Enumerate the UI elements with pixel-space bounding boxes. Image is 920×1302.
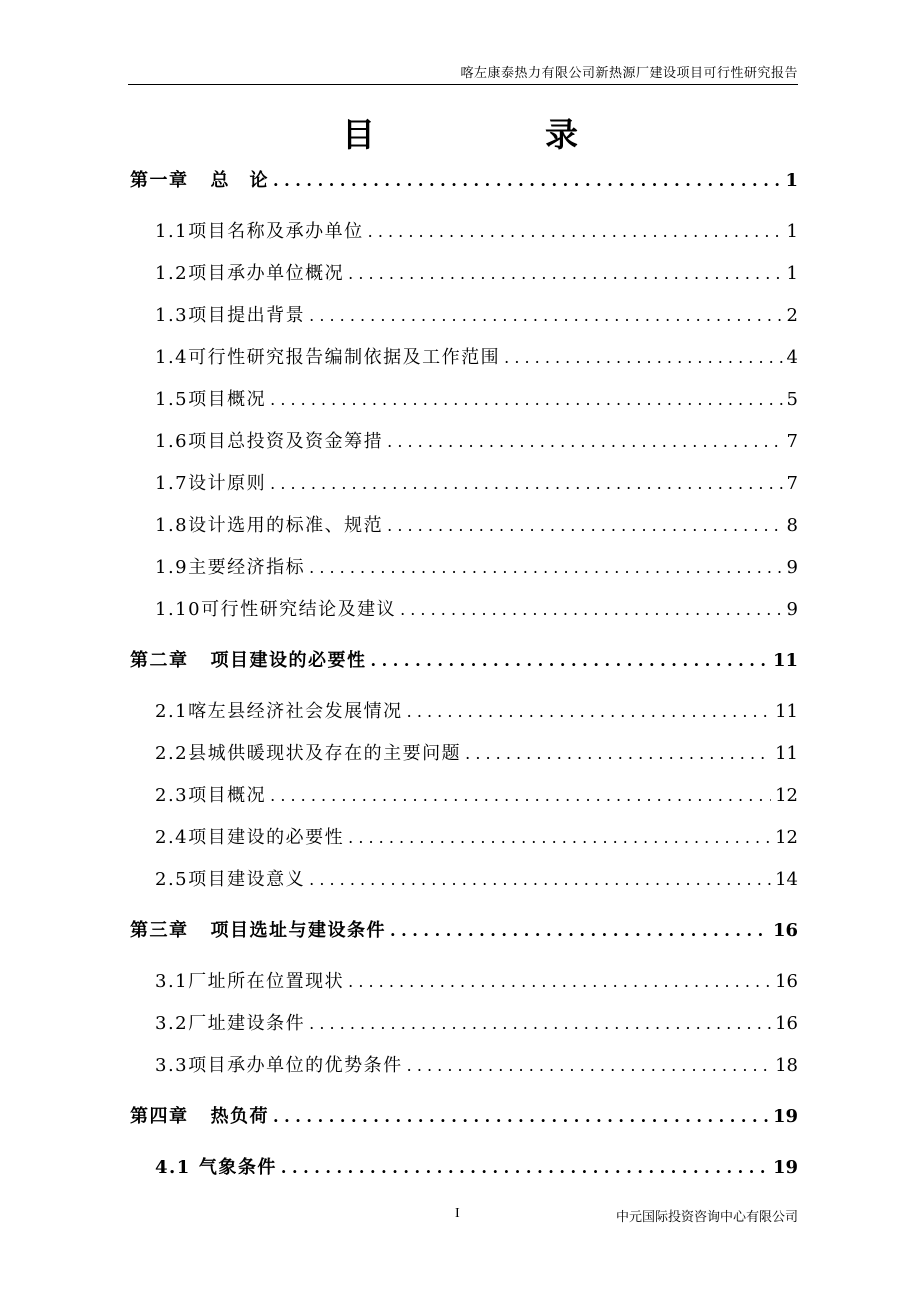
toc-label: 厂址所在位置现状 xyxy=(188,971,345,992)
toc-number: 1.1 xyxy=(155,221,189,242)
toc-page: 4 xyxy=(786,347,798,368)
toc-page: 18 xyxy=(775,1055,798,1076)
toc-label: 主要经济指标 xyxy=(188,557,306,578)
toc-label: 热负荷 xyxy=(210,1106,269,1127)
toc-label: 可行性研究结论及建议 xyxy=(201,599,397,620)
toc-leader xyxy=(403,697,771,727)
toc-leader xyxy=(344,967,771,997)
toc-leader xyxy=(403,1051,771,1081)
toc-chapter-2[interactable] xyxy=(130,646,798,676)
toc-entry-3-1[interactable] xyxy=(155,967,798,997)
toc-entry-1-1[interactable] xyxy=(155,217,798,247)
toc-number: 1.3 xyxy=(155,305,189,326)
toc-number: 2.2 xyxy=(155,743,189,764)
toc-label: 项目选址与建设条件 xyxy=(210,920,386,941)
toc-page: 1 xyxy=(786,263,798,284)
toc-label: 设计选用的标准、规范 xyxy=(188,515,384,536)
toc-leader xyxy=(305,865,771,895)
toc-label: 项目提出背景 xyxy=(188,305,306,326)
toc-leader xyxy=(305,1009,771,1039)
toc-entry-1-10[interactable] xyxy=(155,595,798,625)
toc-entry-1-6[interactable] xyxy=(155,427,798,457)
toc-page: 1 xyxy=(786,221,798,242)
toc-label: 项目概况 xyxy=(188,389,267,410)
toc-number: 1.2 xyxy=(155,263,189,284)
toc-page: 16 xyxy=(775,1013,798,1034)
toc-label: 项目建设的必要性 xyxy=(188,827,345,848)
toc-number: 2.5 xyxy=(155,869,189,890)
toc-number: 第一章 xyxy=(130,170,189,191)
toc-leader xyxy=(305,301,782,331)
toc-leader xyxy=(461,739,771,769)
toc-entry-3-2[interactable] xyxy=(155,1009,798,1039)
toc-page: 7 xyxy=(786,431,798,452)
toc-leader xyxy=(266,781,771,811)
toc-page: 2 xyxy=(786,305,798,326)
toc-number: 3.1 xyxy=(155,971,189,992)
toc-page: 12 xyxy=(775,785,798,806)
toc-leader xyxy=(383,427,782,457)
toc-leader xyxy=(266,385,782,415)
toc-entry-3-3[interactable] xyxy=(155,1051,798,1081)
toc-leader xyxy=(500,343,782,373)
toc-number: 4.1 xyxy=(155,1157,191,1178)
toc-page: 9 xyxy=(786,557,798,578)
toc-page: 14 xyxy=(775,869,798,890)
toc-page: 8 xyxy=(786,515,798,536)
toc-label: 厂址建设条件 xyxy=(188,1013,306,1034)
toc-entry-1-7[interactable] xyxy=(155,469,798,499)
toc-page: 11 xyxy=(772,650,798,671)
toc-entry-4-1[interactable] xyxy=(155,1153,798,1183)
toc-leader xyxy=(344,259,782,289)
toc-label: 项目名称及承办单位 xyxy=(188,221,364,242)
toc-label: 项目概况 xyxy=(188,785,267,806)
toc-page: 19 xyxy=(772,1157,798,1178)
toc-number: 1.6 xyxy=(155,431,189,452)
toc-number: 第三章 xyxy=(130,920,189,941)
toc-page: 5 xyxy=(786,389,798,410)
toc-page: 16 xyxy=(772,920,798,941)
toc-leader xyxy=(266,469,782,499)
toc-page: 16 xyxy=(775,971,798,992)
toc-page: 1 xyxy=(785,170,798,191)
toc-page: 11 xyxy=(775,701,798,722)
toc-leader xyxy=(386,916,769,946)
toc-label: 项目承办单位的优势条件 xyxy=(188,1055,403,1076)
toc-leader xyxy=(269,166,781,196)
toc-entry-2-4[interactable] xyxy=(155,823,798,853)
toc-page: 12 xyxy=(775,827,798,848)
toc-number: 1.10 xyxy=(155,599,202,620)
footer-organization: 中元国际投资咨询中心有限公司 xyxy=(615,1210,798,1225)
toc-number: 第二章 xyxy=(130,650,189,671)
toc-label: 项目总投资及资金筹措 xyxy=(188,431,384,452)
toc-entry-2-1[interactable] xyxy=(155,697,798,727)
toc-leader xyxy=(344,823,771,853)
toc-leader xyxy=(305,553,782,583)
toc-number: 1.9 xyxy=(155,557,189,578)
header-title: 喀左康泰热力有限公司新热源厂建设项目可行性研究报告 xyxy=(460,66,798,81)
toc-number: 1.5 xyxy=(155,389,189,410)
toc-label: 可行性研究报告编制依据及工作范围 xyxy=(188,347,501,368)
toc-page: 11 xyxy=(775,743,798,764)
toc-leader xyxy=(269,1102,769,1132)
toc-number: 第四章 xyxy=(130,1106,189,1127)
toc-number: 1.7 xyxy=(155,473,189,494)
toc-label: 喀左县经济社会发展情况 xyxy=(188,701,403,722)
toc-page: 19 xyxy=(772,1106,798,1127)
footer-page-number: I xyxy=(455,1206,460,1221)
toc-entry-1-2[interactable] xyxy=(155,259,798,289)
toc-entry-1-8[interactable] xyxy=(155,511,798,541)
toc-entry-2-5[interactable] xyxy=(155,865,798,895)
toc-label: 气象条件 xyxy=(198,1157,277,1178)
toc-leader xyxy=(277,1153,769,1183)
toc-label: 总 论 xyxy=(210,170,269,191)
toc-chapter-4[interactable] xyxy=(130,1102,798,1132)
toc-page: 7 xyxy=(786,473,798,494)
toc-chapter-1[interactable] xyxy=(130,166,798,196)
toc-leader xyxy=(383,511,782,541)
toc-number: 3.2 xyxy=(155,1013,189,1034)
toc-entry-1-9[interactable] xyxy=(155,553,798,583)
toc-number: 1.4 xyxy=(155,347,189,368)
toc-number: 2.4 xyxy=(155,827,189,848)
toc-number: 3.3 xyxy=(155,1055,189,1076)
toc-entry-1-4[interactable] xyxy=(155,343,798,373)
toc-leader xyxy=(364,217,783,247)
toc-leader xyxy=(367,646,769,676)
toc-label: 项目承办单位概况 xyxy=(188,263,345,284)
toc-entry-1-5[interactable] xyxy=(155,385,798,415)
toc-number: 2.1 xyxy=(155,701,189,722)
toc-label: 项目建设意义 xyxy=(188,869,306,890)
toc-title: 目录 xyxy=(342,115,748,154)
toc-entry-2-3[interactable] xyxy=(155,781,798,811)
toc-entry-2-2[interactable] xyxy=(155,739,798,769)
toc-number: 2.3 xyxy=(155,785,189,806)
toc-leader xyxy=(396,595,782,625)
toc-chapter-3[interactable] xyxy=(130,916,798,946)
toc-label: 项目建设的必要性 xyxy=(210,650,367,671)
toc-number: 1.8 xyxy=(155,515,189,536)
toc-page: 9 xyxy=(786,599,798,620)
toc-label: 县城供暖现状及存在的主要问题 xyxy=(188,743,462,764)
toc-label: 设计原则 xyxy=(188,473,267,494)
toc-entry-1-3[interactable] xyxy=(155,301,798,331)
